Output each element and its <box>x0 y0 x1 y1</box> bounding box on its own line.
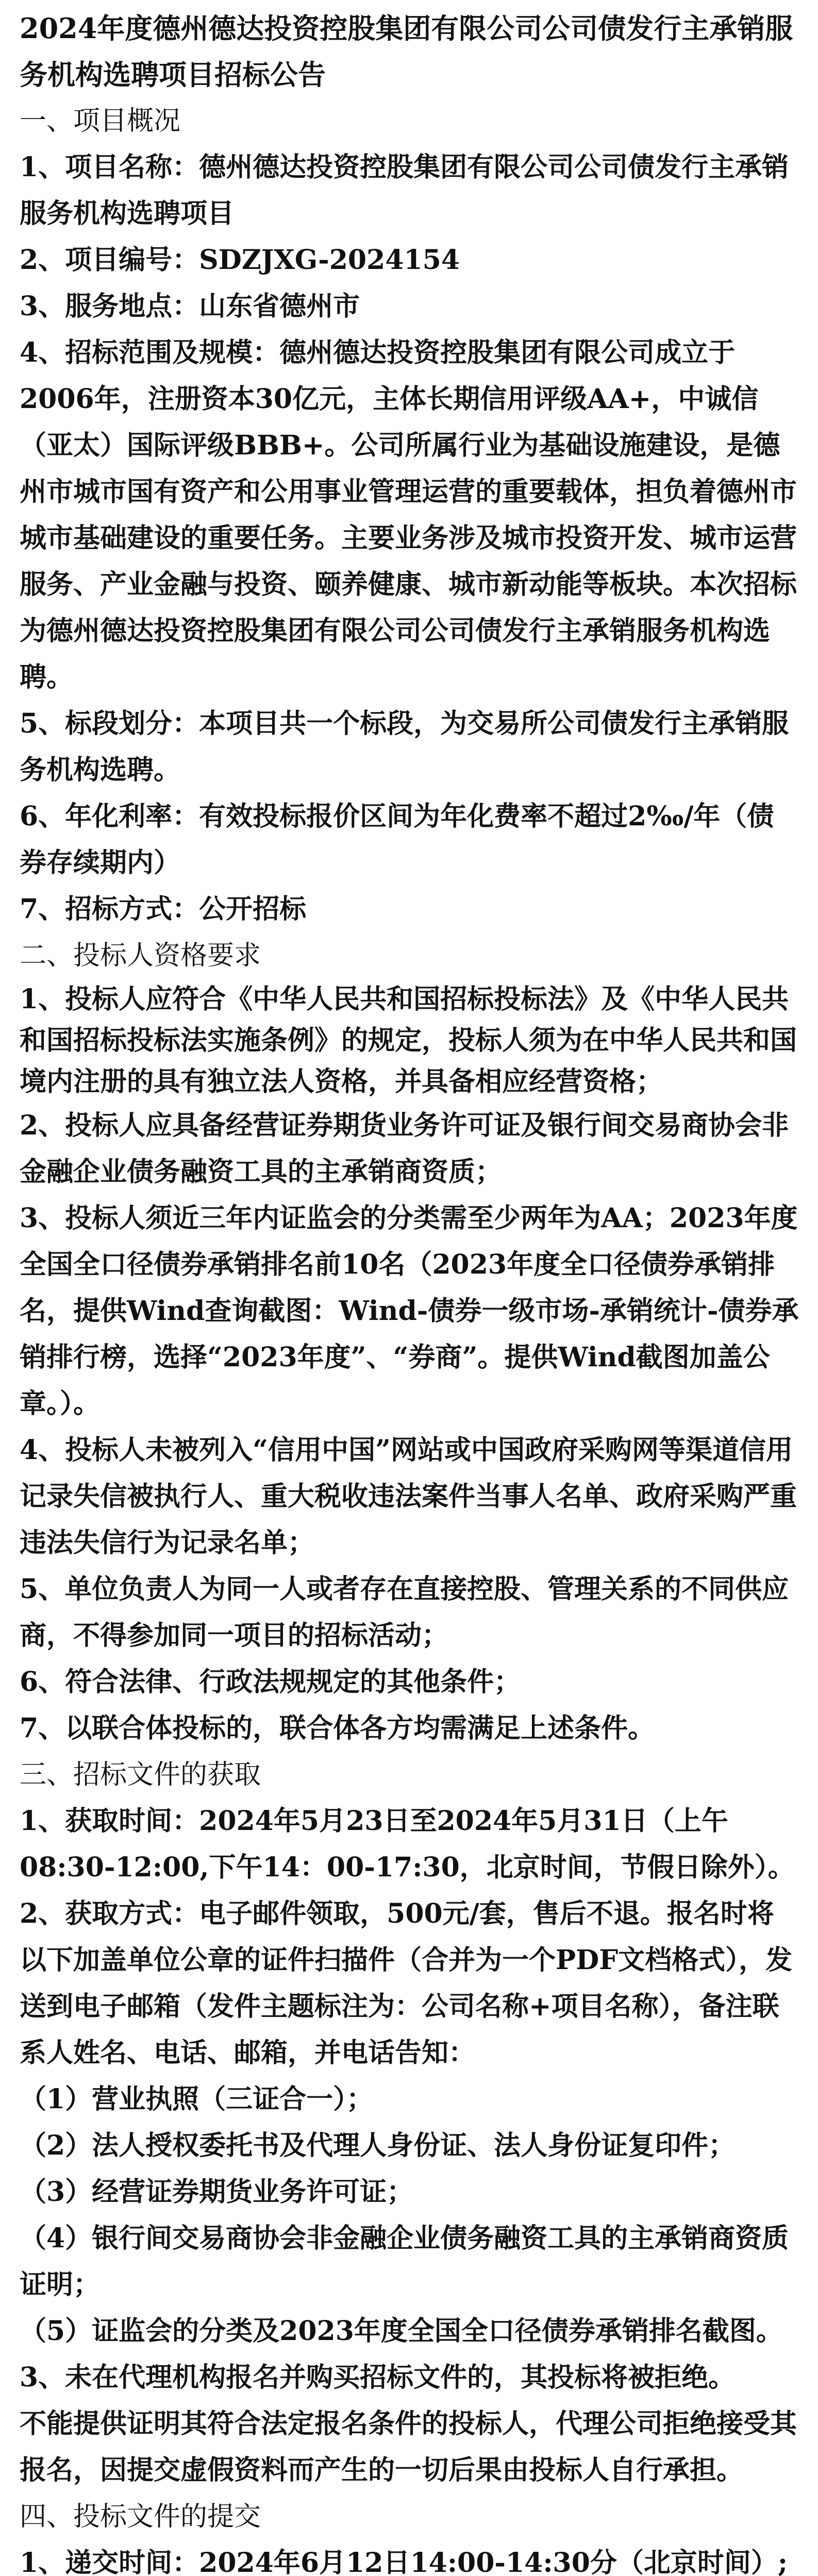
qualification-item: 2、投标人应具备经营证券期货业务许可证及银行间交易商协会非金融企业债务融资工具的主承销商资质； <box>20 1110 789 1188</box>
required-doc-item: （1）营业执照（三证合一）； <box>20 2083 374 2115</box>
qualification-item: 1、投标人应符合《中华人民共和国招标投标法》及《中华人民共和国招标投标法实施条例》的规定，投标人须为在中华人民共和国境内注册的具有独立法人资格，并具备相应经营资格； <box>20 984 797 1097</box>
obtain-note: 不能提供证明其符合法定报名条件的投标人，代理公司拒绝接受其报名，因提交虚假资料而产生的一切后果由投标人自行承担。 <box>20 2408 797 2486</box>
obtain-time: 1、获取时间：2024年5月23日至2024年5月31日（上午08:30-12:00,下午14：00-17:30，北京时间，节假日除外）。 <box>20 1805 795 1883</box>
section-heading-submit: 四、投标文件的提交 <box>20 2501 261 2532</box>
tender-method: 7、招标方式：公开招标 <box>20 893 307 925</box>
lot-division: 5、标段划分：本项目共一个标段，为交易所公司债发行主承销服务机构选聘。 <box>20 708 789 786</box>
qualification-item: 7、以联合体投标的，联合体各方均需满足上述条件。 <box>20 1713 655 1744</box>
annual-rate: 6、年化利率：有效投标报价区间为年化费率不超过2‰/年（债券存续期内） <box>20 801 774 878</box>
section-heading-qualifications: 二、投标人资格要求 <box>20 940 261 971</box>
required-doc-item: （2）法人授权委托书及代理人身份证、法人身份证复印件； <box>20 2130 736 2161</box>
tender-scope: 4、招标范围及规模：德州德达投资控股集团有限公司成立于2006年，注册资本30亿元，主体长期信用评级AA+，中诚信（亚太）国际评级BBB+。公司所属行业为基础设施建设，是德州市城市国有资产和公用事业管理运营的重要载体，担负着德州市城市基础建设的重要任务。主要业务涉及城市投资开发、城市运营服务、产业金融与投资、颐养健康、城市新动能等板块。本次招标为德州德达投资控股集团有限公司公司债发行主承销服务机构选聘。 <box>20 337 797 693</box>
section-heading-overview: 一、项目概况 <box>20 106 181 137</box>
submit-time: 1、递交时间：2024年6月12日14:00-14:30分（北京时间）; <box>20 2547 788 2576</box>
qualification-item: 5、单位负责人为同一人或者存在直接控股、管理关系的不同供应商，不得参加同一项目的招标活动； <box>20 1573 789 1651</box>
required-doc-item: （4）银行间交易商协会非金融企业债务融资工具的主承销商资质证明； <box>20 2223 789 2300</box>
qualification-item: 6、符合法律、行政法规规定的其他条件； <box>20 1666 521 1698</box>
service-location: 3、服务地点：山东省德州市 <box>20 291 360 322</box>
obtain-reject-rule: 3、未在代理机构报名并购买招标文件的，其投标将被拒绝。 <box>20 2362 736 2393</box>
section-heading-obtain: 三、招标文件的获取 <box>20 1759 261 1790</box>
obtain-way: 2、获取方式：电子邮件领取，500元/套，售后不退。报名时将以下加盖单位公章的证件扫描件（合并为一个PDF文档格式），发送到电子邮箱（发件主题标注为：公司名称+项目名称），备注联系人姓名、电话、邮箱，并电话告知： <box>20 1898 793 2069</box>
announcement-title: 2024年度德州德达投资控股集团有限公司公司债发行主承销服务机构选聘项目招标公告 <box>20 12 793 91</box>
project-code: 2、项目编号：SDZJXG-2024154 <box>20 244 460 276</box>
required-doc-item: （3）经营证券期货业务许可证； <box>20 2176 414 2208</box>
qualification-item: 3、投标人须近三年内证监会的分类需至少两年为AA；2023年度全国全口径债券承销排名前10名（2023年度全口径债券承销排名，提供Wind查询截图：Wind-债券一级市场-承销统计-债券承销排行榜，选择“2023年度”、“券商”。提供Wind截图加盖公章。）。 <box>20 1202 799 1419</box>
project-name: 1、项目名称：德州德达投资控股集团有限公司公司债发行主承销服务机构选聘项目 <box>20 151 789 229</box>
qualification-item: 4、投标人未被列入“信用中国”网站或中国政府采购网等渠道信用记录失信被执行人、重大税收违法案件当事人名单、政府采购严重违法失信行为记录名单； <box>20 1434 797 1558</box>
required-doc-item: （5）证监会的分类及2023年度全国全口径债券承销排名截图。 <box>20 2315 783 2347</box>
